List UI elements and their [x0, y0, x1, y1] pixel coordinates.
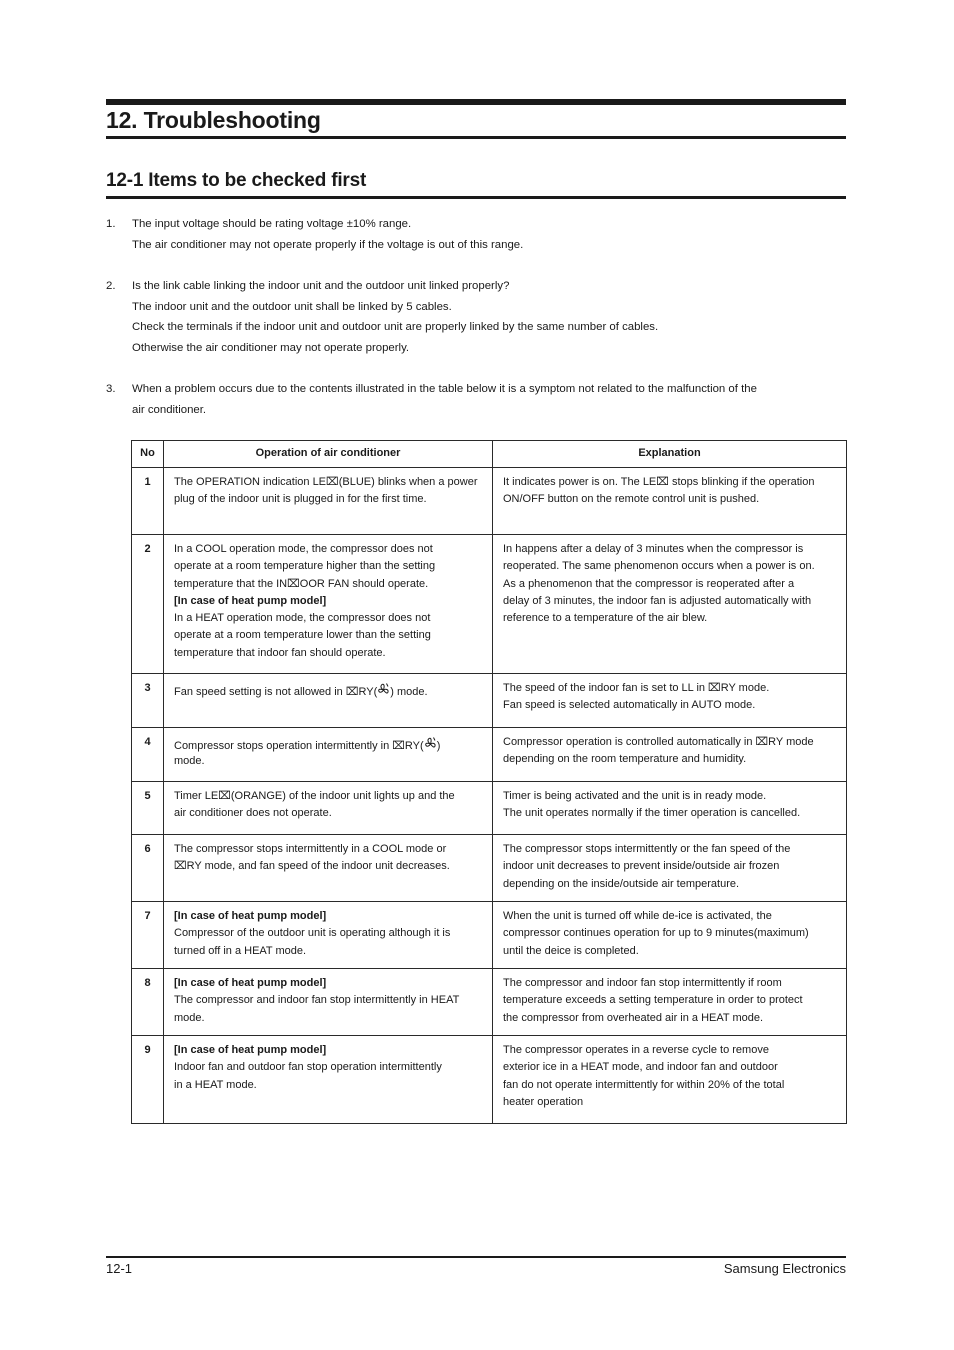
operation-cell	[164, 835, 493, 902]
operation-text-before-icon: Compressor stops operation intermittently in ⌧RY(	[174, 740, 424, 752]
row-number: 2	[132, 535, 164, 674]
explanation-line: In happens after a delay of 3 minutes when the compressor is	[503, 543, 804, 555]
operation-line	[174, 737, 484, 753]
explanation-line: The unit operates normally if the timer operation is cancelled.	[503, 807, 801, 820]
explanation-line: The compressor stops intermittently or the fan speed of the	[503, 843, 791, 855]
explanation-line: reference to a temperature of the air blew.	[503, 612, 708, 625]
operation-line	[174, 683, 484, 701]
operation-cell	[164, 969, 493, 1036]
check-item-line: The indoor unit and the outdoor unit shall be linked by 5 cables.	[132, 300, 452, 313]
explanation-line: depending on the room temperature and humidity.	[503, 753, 747, 766]
operation-line: mode.	[174, 1011, 205, 1024]
operation-line: Timer LE⌧(ORANGE) of the indoor unit lights up and the	[174, 790, 455, 802]
row-number: 8	[132, 969, 164, 1036]
row-number: 1	[132, 468, 164, 535]
explanation-line: ON/OFF button on the remote control unit is pushed.	[503, 493, 760, 506]
explanation-cell	[493, 782, 847, 835]
operation-cell	[164, 468, 493, 535]
column-header-no: No	[132, 441, 164, 468]
table-row	[132, 969, 847, 1036]
explanation-line: until the deice is completed.	[503, 944, 639, 957]
operation-line: Compressor of the outdoor unit is operating although it is	[174, 927, 451, 940]
table-row	[132, 468, 847, 535]
table-header-row	[132, 441, 847, 468]
explanation-cell	[493, 835, 847, 902]
explanation-line: exterior ice in a HEAT mode, and indoor fan and outdoor	[503, 1061, 778, 1074]
chapter-title: 12. Troubleshooting	[106, 107, 321, 133]
operation-cell	[164, 1036, 493, 1124]
table-row	[132, 902, 847, 969]
check-item-number: 1.	[106, 218, 116, 230]
table-row	[132, 674, 847, 728]
operation-cell	[164, 782, 493, 835]
table-row	[132, 782, 847, 835]
table-row	[132, 835, 847, 902]
explanation-line: heater operation	[503, 1095, 584, 1108]
row-number: 7	[132, 902, 164, 969]
operation-line: plug of the indoor unit is plugged in for the first time.	[174, 493, 427, 506]
symptom-table	[131, 440, 847, 1124]
heat-pump-note: [In case of heat pump model]	[174, 594, 327, 607]
explanation-line: fan do not operate intermittently for within 20% of the total	[503, 1078, 785, 1091]
operation-line: temperature that indoor fan should operate.	[174, 646, 386, 659]
operation-line: In a COOL operation mode, the compressor does not	[174, 543, 433, 555]
explanation-cell	[493, 728, 847, 782]
check-item-line: Check the terminals if the indoor unit and outdoor unit are properly linked by the same number of cables.	[132, 321, 659, 333]
column-header-explanation: Explanation	[493, 441, 847, 468]
check-item-number: 3.	[106, 383, 116, 395]
operation-line: Indoor fan and outdoor fan stop operation intermittently	[174, 1061, 442, 1074]
explanation-line: the compressor from overheated air in a HEAT mode.	[503, 1011, 764, 1024]
row-number: 3	[132, 674, 164, 728]
check-item-line: Is the link cable linking the indoor unit and the outdoor unit linked properly?	[132, 280, 510, 292]
explanation-line: Fan speed is selected automatically in AUTO mode.	[503, 699, 756, 712]
explanation-line: When the unit is turned off while de-ice is activated, the	[503, 910, 772, 922]
operation-line: mode.	[174, 755, 205, 767]
operation-line: The compressor and indoor fan stop intermittently in HEAT	[174, 994, 460, 1007]
operation-text-after-icon: ) mode.	[390, 686, 428, 698]
check-item-line: air conditioner.	[132, 403, 207, 416]
explanation-line: compressor continues operation for up to 9 minutes(maximum)	[503, 927, 809, 940]
explanation-line: temperature exceeds a setting temperature in order to protect	[503, 994, 803, 1007]
section-rule	[106, 196, 846, 199]
explanation-line: reoperated. The same phenomenon occurs when a power is on.	[503, 560, 815, 573]
footer-company: Samsung Electronics	[723, 1261, 846, 1276]
operation-line: operate at a room temperature lower than the setting	[174, 629, 431, 642]
explanation-line: The compressor and indoor fan stop intermittently if room	[503, 977, 782, 989]
explanation-line: depending on the inside/outside air temperature.	[503, 877, 740, 890]
operation-text-after-icon: )	[436, 740, 441, 752]
dry-mode-icon	[377, 683, 390, 697]
explanation-line: The speed of the indoor fan is set to LL in ⌧RY mode.	[503, 682, 770, 694]
operation-line: The compressor stops intermittently in a COOL mode or	[174, 843, 447, 855]
page-number: 12-1	[106, 1261, 133, 1276]
section-title: 12-1 Items to be checked first	[106, 170, 367, 191]
explanation-cell	[493, 535, 847, 674]
heat-pump-note: [In case of heat pump model]	[174, 1044, 327, 1056]
operation-line: air conditioner does not operate.	[174, 807, 332, 820]
explanation-cell	[493, 468, 847, 535]
dry-mode-icon	[424, 737, 437, 751]
heat-pump-note: [In case of heat pump model]	[174, 910, 327, 922]
explanation-line: It indicates power is on. The LE⌧ stops blinking if the operation	[503, 476, 815, 488]
operation-line: The OPERATION indication LE⌧(BLUE) blinks when a power	[174, 476, 478, 488]
operation-cell	[164, 674, 493, 728]
explanation-line: The compressor operates in a reverse cycle to remove	[503, 1044, 769, 1056]
operation-line: operate at a room temperature higher than the setting	[174, 560, 436, 573]
operation-cell	[164, 535, 493, 674]
explanation-line: As a phenomenon that the compressor is reoperated after a	[503, 577, 795, 590]
check-item-line: Otherwise the air conditioner may not operate properly.	[132, 341, 410, 354]
check-item-line: The input voltage should be rating voltage ±10% range.	[132, 218, 412, 230]
explanation-cell	[493, 969, 847, 1036]
explanation-line: indoor unit decreases to prevent inside/outside air frozen	[503, 860, 780, 873]
operation-line: In a HEAT operation mode, the compressor does not	[174, 612, 431, 625]
explanation-line: Compressor operation is controlled automatically in ⌧RY mode	[503, 736, 814, 748]
table-row	[132, 1036, 847, 1124]
operation-text-before-icon: Fan speed setting is not allowed in ⌧RY(	[174, 686, 378, 698]
explanation-cell	[493, 1036, 847, 1124]
operation-cell	[164, 728, 493, 782]
table-row	[132, 728, 847, 782]
operation-cell	[164, 902, 493, 969]
operation-line: turned off in a HEAT mode.	[174, 944, 307, 957]
explanation-line: delay of 3 minutes, the indoor fan is adjusted automatically with	[503, 594, 812, 607]
explanation-cell	[493, 902, 847, 969]
footer-rule	[106, 1256, 846, 1258]
column-header-operation: Operation of air conditioner	[164, 441, 493, 468]
operation-line: ⌧RY mode, and fan speed of the indoor unit decreases.	[174, 860, 450, 873]
operation-line: in a HEAT mode.	[174, 1078, 257, 1091]
row-number: 9	[132, 1036, 164, 1124]
chapter-rule-bottom	[106, 136, 846, 139]
operation-line: temperature that the IN⌧OOR FAN should operate.	[174, 577, 429, 590]
row-number: 4	[132, 728, 164, 782]
check-item-number: 2.	[106, 280, 116, 292]
row-number: 6	[132, 835, 164, 902]
row-number: 5	[132, 782, 164, 835]
check-item-line: The air conditioner may not operate properly if the voltage is out of this range.	[132, 238, 524, 251]
table-row	[132, 535, 847, 674]
explanation-line: Timer is being activated and the unit is in ready mode.	[503, 790, 767, 802]
explanation-cell	[493, 674, 847, 728]
check-item-line: When a problem occurs due to the contents illustrated in the table below it is a symptom not related to the malfunction of the	[132, 383, 757, 395]
heat-pump-note: [In case of heat pump model]	[174, 977, 327, 989]
